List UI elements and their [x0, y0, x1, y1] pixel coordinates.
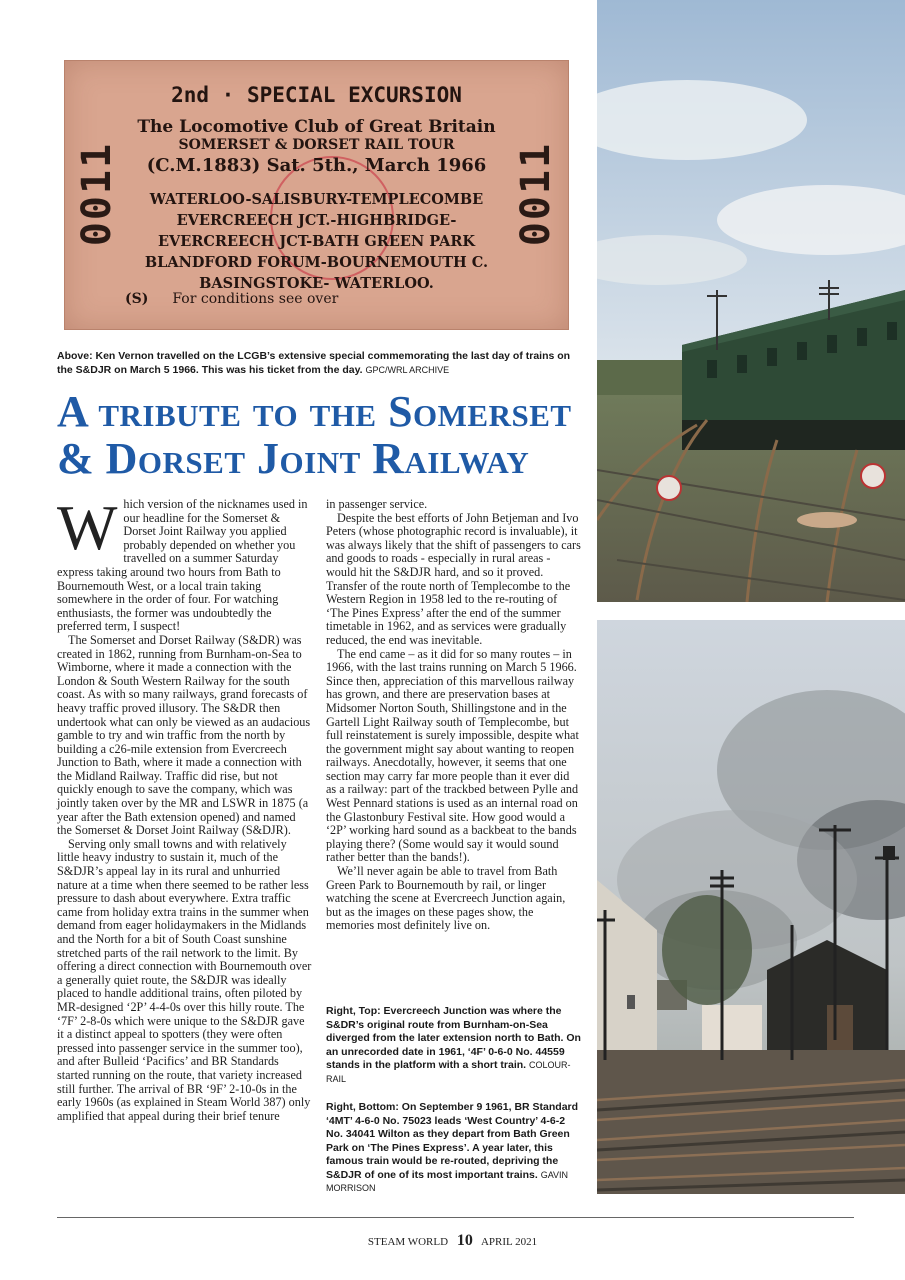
photo-bath-art	[597, 620, 905, 1194]
ticket-caption-credit: GPC/WRL ARCHIVE	[365, 364, 450, 375]
article-column-1	[57, 492, 312, 1123]
ticket-cond-mark: (S)	[125, 291, 149, 307]
ticket-serial-right: 0011	[512, 141, 559, 247]
ticket-route: EVERCREECH JCT-BATH GREEN PARK	[157, 233, 476, 250]
caption-text: Right, Top: Evercreech Junction was where the S&DR’s original route from Burnham-on-Sea diverged from the later extension north to Bath. On an unrecorded date in 1961, ‘4F’ 0-6-0 No. 44559 stands in the platform with a short train.	[326, 1005, 581, 1071]
ticket-tour: SOMERSET & DORSET RAIL TOUR	[178, 137, 455, 153]
ticket-route: BLANDFORD FORUM-BOURNEMOUTH C.	[144, 254, 489, 271]
article-paragraph: Serving only small towns and with relatively little heavy industry to sustain it, much of the S&DJR’s appeal lay in its rural and unhurried nature at a time when there seemed to be rather less pressure to dash about everywhere. Extra traffic came from holiday extra trains in the summer when demand from eager holidaymakers in the Midlands and the North for a bit of South Coast sunshine stretched parts of the rail network to the limit. By offering a direct connection with Bournemouth over a generally quiet route, the S&DJR was ideally placed to handle additional trains, often piloted by MR-designed ‘2P’ 4-4-0s over this hilly route. The ‘7F’ 2-8-0s which were unique to the S&DJR gave it a distinct appeal to spotters (they were often pressed into passenger service in the summer too), and after Bulleid ‘Pacifics’ and BR Standards started running on the route, that variety increased still further. The arrival of BR ‘9F’ 2-10-0s in the early 1960s (as explained in Steam World 387) only amplified that appeal during their brief tenure	[57, 836, 312, 1123]
footer-magazine: STEAM WORLD	[367, 1236, 449, 1248]
photo-bath-green-park	[597, 620, 905, 1194]
article-paragraph: Despite the best efforts of John Betjeman and Ivo Peters (whose photographic record is invaluable), it was always likely that the shift of passengers to cars and goods to roads - especially in rural areas - would hit the S&DJR hard, and so it proved. Transfer of the route north of Templecombe to the Western Region in 1958 led to the re-routing of ‘The Pines Express’ after the end of the summer timetable in 1962, and as services were gradually reduced, the end was inevitable.	[326, 510, 581, 647]
ticket-conditions	[125, 291, 338, 307]
photo-evercreech-art	[597, 0, 905, 602]
excursion-ticket-image	[64, 60, 569, 330]
article-paragraph	[57, 492, 312, 634]
caption-text: Right, Bottom: On September 9 1961, BR Standard ‘4MT’ 4-6-0 No. 75023 leads ‘West Country’ 4-6-2 No. 34041 Wilton as they depart from Bath Green Park on ‘The Pines Express’. A year later, this famous train would be re-routed, depriving the S&DJR of one of its most important trains.	[326, 1101, 579, 1181]
ticket-route: EVERCREECH JCT.-HIGHBRIDGE-	[176, 212, 457, 229]
article-paragraph: The Somerset and Dorset Railway (S&DR) was created in 1862, running from Burnham-on-Sea to Wimborne, where it made a connection with the London & South Western Railway for the south coast. As with so many railways, grand forecasts of heavy traffic proved illusory. The S&DR then undertook what can only be viewed as an audacious gamble to try and win traffic from the north by building a c26-mile extension from Evercreech Junction to Bath, where it made a connection with the Midland Railway. Traffic did rise, but not quickly enough to save the company, which was jointly taken over by the MR and LSWR in 1875 (a year after the Bath extension opened) and named the Somerset & Dorset Joint Railway (S&DJR).	[57, 632, 311, 838]
photo-caption-top	[326, 1005, 582, 1086]
ticket-cond-text: For conditions see over	[172, 291, 339, 307]
ticket-club: The Locomotive Club of Great Britain	[137, 117, 496, 137]
caption-credit: COLOUR-RAIL	[326, 1060, 571, 1084]
ticket-caption-text: Above: Ken Vernon travelled on the LCGB’s extensive special commemorating the last day of trains on the S&DJR on March 5 1966. This was his ticket from the day.	[57, 350, 571, 376]
photo-evercreech-junction	[597, 0, 905, 602]
dropcap: W	[57, 492, 118, 563]
ticket-caption	[57, 350, 585, 377]
photo-caption-bottom	[326, 1101, 582, 1196]
caption-credit: GAVIN MORRISON	[326, 1169, 569, 1193]
article-paragraph: in passenger service.	[326, 497, 428, 511]
paragraph-text: hich version of the nicknames used in our headline for the Somerset & Dorset Joint Railway you applied probably depended on whether you travelled on a summer Saturday express taking around two hours from Bath to Bournemouth West, or a local train taking somewhere in the order of four. For watching enthusiasts, the former was undoubtedly the preferred term, I suspect!	[57, 497, 308, 634]
footer-page-number: 10	[456, 1232, 473, 1249]
article-paragraph: We’ll never again be able to travel from Bath Green Park to Bournemouth by rail, or linger watching the scene at Evercreech Junction again, but as the images on these pages show, the memories most definitely live on.	[326, 864, 566, 933]
ticket-serial-left: 0011	[74, 141, 121, 247]
ticket-route: BASINGSTOKE- WATERLOO.	[199, 275, 434, 292]
page-footer	[0, 1232, 905, 1250]
ticket-class-line: 2nd · SPECIAL EXCURSION	[171, 83, 462, 107]
ticket-route: WATERLOO-SALISBURY-TEMPLECOMBE	[149, 191, 484, 208]
ticket-routes	[120, 189, 513, 294]
article-column-2	[326, 498, 582, 933]
article-headline: A tribute to the Somerset & Dorset Joint Railway	[57, 387, 572, 483]
footer-rule	[57, 1217, 854, 1218]
ticket-date: (C.M.1883) Sat. 5th., March 1966	[146, 155, 487, 176]
article-paragraph: The end came – as it did for so many routes – in 1966, with the last trains running on March 5 1966. Since then, appreciation of this marvellous railway has grown, and there are preservation bases at Midsomer Norton South, Shillingstone and in the Gartell Light Railway south of Templecombe, but full reinstatement is surely impossible, despite what the government might say about wanting to reopen railways. Anecdotally, however, it seems that one section may carry far more people than it ever did as a railway: part of the trackbed between Pylle and West Pennard stations is used as an internal road on the Glastonbury Festival site. How good would a ‘2P’ working hard sound as a backbeat to the bands playing there? (Some would say it would sound rather better than the bands!).	[326, 646, 579, 865]
footer-issue: APRIL 2021	[480, 1236, 538, 1248]
